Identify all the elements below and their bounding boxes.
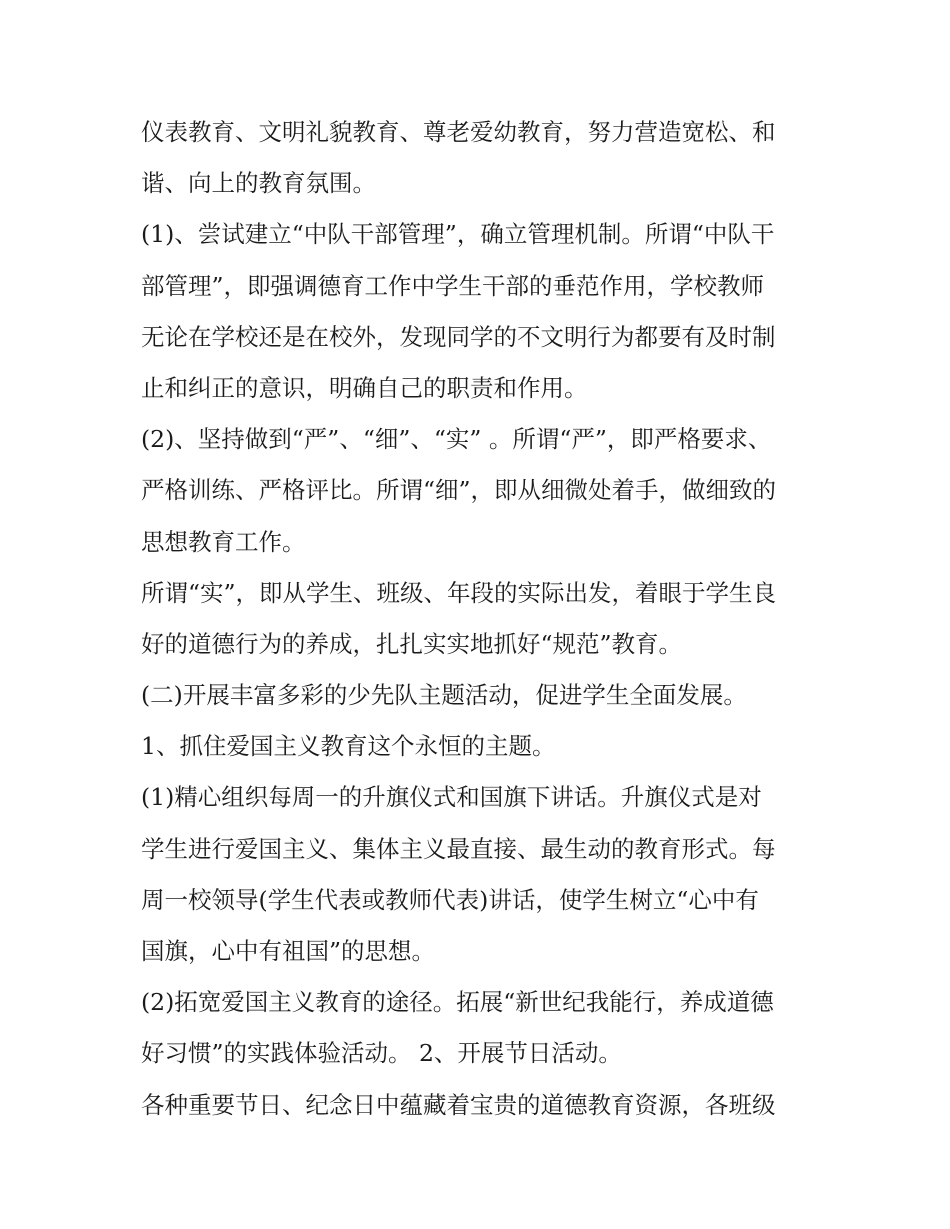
text-line: 好的道德行为的养成，扎扎实实地抓好“规范”教育。 [141,629,683,658]
text-line: 各种重要节日、纪念日中蕴藏着宝贵的道德教育资源，各班级 [141,1090,776,1119]
section-heading: (二)开展丰富多彩的少先队主题活动，促进学生全面发展。 [141,681,747,710]
text-line: 部管理”，即强调德育工作中学生干部的垂范作用，学校教师 [141,271,765,300]
text-line: 所谓“实”，即从学生、班级、年段的实际出发，着眼于学生良 [141,578,777,607]
text-line: (2)、坚持做到“严”、“细”、“实” 。所谓“严”，即严格要求、 [141,425,772,454]
text-line: 严格训练、严格评比。所谓“细”，即从细微处着手，做细致的 [141,476,777,505]
text-line: 思想教育工作。 [141,527,306,556]
text-line: (1)精心组织每周一的升旗仪式和国旗下讲话。升旗仪式是对 [141,783,762,812]
text-line: (2)拓宽爱国主义教育的途径。拓展“新世纪我能行，养成道德 [141,988,774,1017]
text-line: (1)、尝试建立“中队干部管理”，确立管理机制。所谓“中队干 [141,220,775,249]
text-line: 无论在学校还是在校外，发现同学的不文明行为都要有及时制 [141,322,776,351]
text-line: 好习惯”的实践体验活动。 2、开展节日活动。 [141,1039,622,1068]
text-line: 学生进行爱国主义、集体主义最直接、最生动的教育形式。每 [141,834,776,863]
text-line: 谐、向上的教育氛围。 [141,169,376,198]
text-line: 周一校领导(学生代表或教师代表)讲话，使学生树立“心中有 [141,885,759,914]
text-line: 仪表教育、文明礼貌教育、尊老爱幼教育，努力营造宽松、和 [141,118,776,146]
document-body [141,107,821,1131]
text-line: 国旗，心中有祖国”的思想。 [141,937,436,965]
text-line: 止和纠正的意识，明确自己的职责和作用。 [141,373,588,402]
subsection-heading: 1、抓住爱国主义教育这个永恒的主题。 [141,732,556,761]
